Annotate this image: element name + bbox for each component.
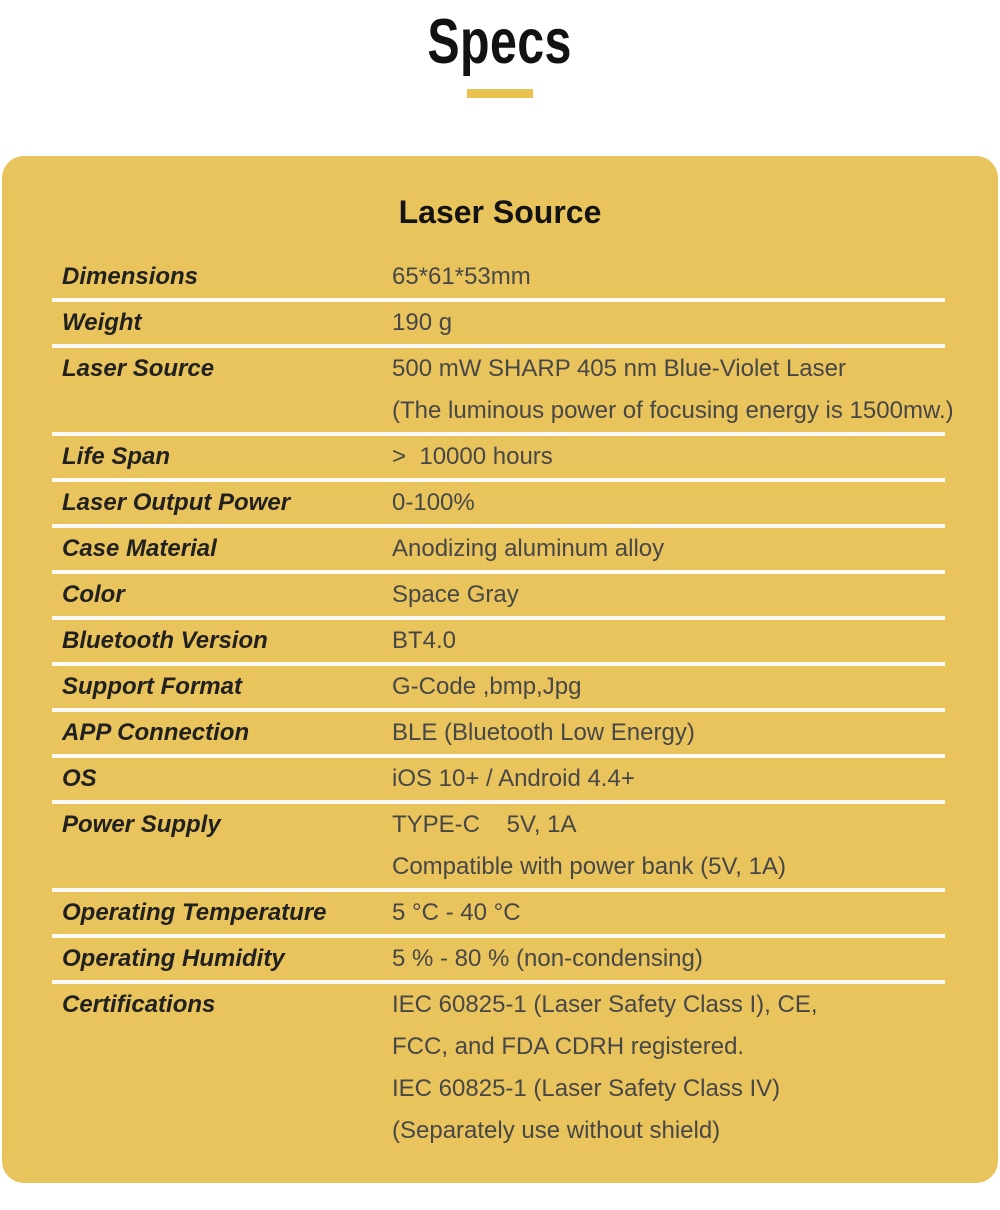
- spec-row: [52, 984, 945, 1152]
- spec-row: [52, 804, 945, 892]
- spec-value-line: 500 mW SHARP 405 nm Blue-Violet Laser: [392, 355, 846, 383]
- spec-value: [392, 574, 945, 616]
- spec-value-line: Space Gray: [392, 581, 519, 609]
- spec-row: [52, 482, 945, 528]
- spec-value: [392, 758, 945, 800]
- page-title: Specs: [427, 6, 573, 78]
- spec-value-line: (The luminous power of focusing energy is 1500mw.): [392, 397, 954, 425]
- spec-row: [52, 302, 945, 348]
- spec-label: Weight: [62, 309, 142, 337]
- spec-value: [392, 256, 945, 298]
- spec-card-title: Laser Source: [398, 194, 602, 231]
- spec-row: [52, 436, 945, 482]
- spec-label: Laser Source: [62, 355, 215, 383]
- spec-row: [52, 620, 945, 666]
- spec-row: [52, 528, 945, 574]
- spec-value: [392, 620, 945, 662]
- spec-label: Color: [62, 581, 125, 609]
- spec-row: [52, 712, 945, 758]
- spec-value-line: 65*61*53mm: [392, 263, 531, 291]
- spec-value: [392, 984, 945, 1152]
- spec-value-line: 5 °C - 40 °C: [392, 899, 521, 927]
- spec-row: [52, 256, 945, 302]
- spec-card: [2, 156, 998, 1183]
- spec-row: [52, 758, 945, 804]
- spec-row: [52, 348, 954, 436]
- spec-label: Case Material: [62, 535, 217, 563]
- spec-value: [392, 712, 945, 754]
- spec-label: Operating Humidity: [62, 945, 285, 973]
- spec-row: [52, 574, 945, 620]
- spec-table: [52, 256, 954, 1152]
- spec-row: [52, 666, 945, 712]
- spec-value-line: iOS 10+ / Android 4.4+: [392, 765, 635, 793]
- spec-label: Life Span: [62, 443, 171, 471]
- spec-row: [52, 892, 945, 938]
- spec-value-line: IEC 60825-1 (Laser Safety Class I), CE,: [392, 991, 818, 1019]
- spec-value-line: Anodizing aluminum alloy: [392, 535, 665, 563]
- spec-value-line: 5 % - 80 % (non-condensing): [392, 945, 703, 973]
- spec-value-line: IEC 60825-1 (Laser Safety Class IV): [392, 1075, 781, 1103]
- spec-value-line: BT4.0: [392, 627, 457, 655]
- spec-value-line: 0-100%: [392, 489, 475, 517]
- spec-value-line: 190 g: [392, 309, 453, 337]
- page-header: [0, 0, 1000, 98]
- spec-value: [392, 302, 945, 344]
- spec-value-line: FCC, and FDA CDRH registered.: [392, 1033, 745, 1061]
- spec-label: Power Supply: [62, 811, 221, 839]
- spec-value-line: TYPE-C 5V, 1A: [392, 811, 577, 839]
- spec-value: [392, 436, 945, 478]
- spec-value-line: (Separately use without shield): [392, 1117, 721, 1145]
- spec-value: [392, 938, 945, 980]
- title-underline-bar: [467, 89, 533, 98]
- spec-label: APP Connection: [62, 719, 250, 747]
- spec-value-line: > 10000 hours: [392, 443, 553, 471]
- spec-label: Bluetooth Version: [62, 627, 268, 655]
- spec-value-line: G-Code ,bmp,Jpg: [392, 673, 582, 701]
- spec-label: Certifications: [62, 991, 216, 1019]
- spec-value: [392, 482, 945, 524]
- spec-value: [392, 666, 945, 708]
- spec-value: [392, 528, 945, 570]
- spec-value: [392, 804, 945, 888]
- spec-label: Operating Temperature: [62, 899, 327, 927]
- spec-row: [52, 938, 945, 984]
- spec-value: [392, 348, 954, 432]
- spec-label: Laser Output Power: [62, 489, 291, 517]
- spec-value-line: Compatible with power bank (5V, 1A): [392, 853, 786, 881]
- spec-label: Support Format: [62, 673, 242, 701]
- spec-label: Dimensions: [62, 263, 199, 291]
- spec-label: OS: [62, 765, 97, 793]
- spec-value-line: BLE (Bluetooth Low Energy): [392, 719, 695, 747]
- spec-value: [392, 892, 945, 934]
